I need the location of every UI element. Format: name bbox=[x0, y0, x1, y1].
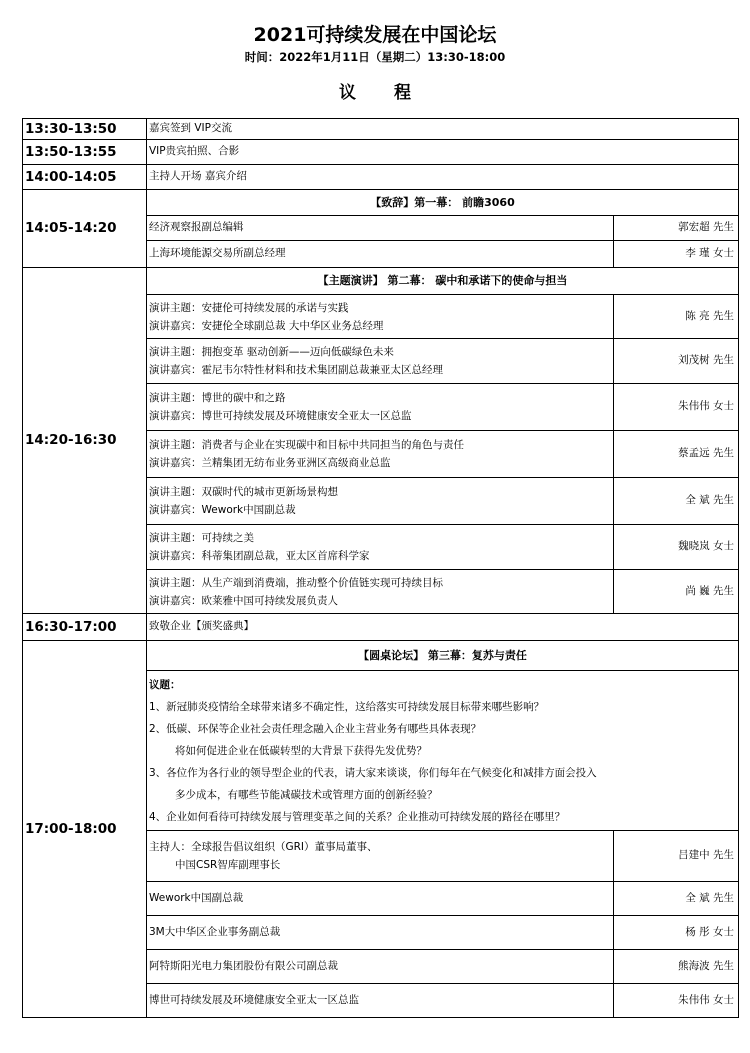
host-line: 中国CSR智库副理事长 bbox=[175, 859, 281, 871]
panelist-cell: 博世可持续发展及环境健康安全亚太一区总监 bbox=[147, 984, 614, 1018]
talk-cell bbox=[147, 478, 614, 525]
talk-topic: 演讲主题：双碳时代的城市更新场景构想 bbox=[149, 486, 338, 498]
talk-topic: 演讲主题：消费者与企业在实现碳中和目标中共同担当的角色与责任 bbox=[149, 439, 464, 451]
time-cell: 14:05-14:20 bbox=[23, 190, 147, 268]
talk-topic: 演讲主题：从生产端到消费端，推动整个价值链实现可持续目标 bbox=[149, 576, 443, 589]
panelist-cell: 3M大中华区企业事务副总裁 bbox=[147, 916, 614, 950]
talk-guest: 演讲嘉宾：博世可持续发展及环境健康安全亚太一区总监 bbox=[149, 410, 412, 422]
question-item: 3、各位作为各行业的领导型企业的代表，请大家来谈谈，你们每年在气候变化和减排方面会投入 bbox=[149, 766, 597, 779]
time-cell: 16:30-17:00 bbox=[23, 614, 147, 641]
session-cell: 致敬企业【颁奖盛典】 bbox=[147, 614, 739, 641]
page-title: 2021可持续发展在中国论坛 bbox=[253, 24, 497, 46]
session-cell: 主持人开场 嘉宾介绍 bbox=[147, 165, 739, 190]
question-item: 多少成本，有哪些节能减碳技术或管理方面的创新经验？ bbox=[175, 788, 438, 801]
talk-guest: 演讲嘉宾：安捷伦全球副总裁 大中华区业务总经理 bbox=[149, 319, 384, 332]
question-item: 4、企业如何看待可持续发展与管理变革之间的关系？企业推动可持续发展的路径在哪里？ bbox=[149, 810, 566, 823]
table-row bbox=[23, 190, 739, 216]
session-cell: 嘉宾签到 VIP交流 bbox=[147, 119, 739, 140]
question-item: 1、新冠肺炎疫情给全球带来诸多不确定性，这给落实可持续发展目标带来哪些影响？ bbox=[149, 700, 545, 713]
table-row bbox=[23, 614, 739, 641]
speaker-cell: 全 斌 先生 bbox=[614, 882, 739, 916]
speaker-cell: 李 瑾 女士 bbox=[614, 241, 739, 268]
talk-guest: 演讲嘉宾：兰精集团无纺布业务亚洲区高级商业总监 bbox=[149, 457, 391, 469]
speaker-cell: 吕建中 先生 bbox=[614, 831, 739, 882]
talk-cell bbox=[147, 525, 614, 570]
talk-cell bbox=[147, 570, 614, 614]
session-cell: VIP贵宾拍照、合影 bbox=[147, 140, 739, 165]
talk-topic: 演讲主题：可持续之美 bbox=[149, 532, 254, 544]
talk-cell bbox=[147, 384, 614, 431]
host-line: 主持人：全球报告倡议组织（GRI）董事局董事、 bbox=[149, 841, 378, 853]
table-row bbox=[23, 140, 739, 165]
time-cell: 13:30-13:50 bbox=[23, 119, 147, 140]
talk-cell bbox=[147, 431, 614, 478]
speaker-cell: 朱伟伟 女士 bbox=[614, 384, 739, 431]
time-cell: 17:00-18:00 bbox=[23, 641, 147, 1018]
speaker-cell: 全 斌 先生 bbox=[614, 478, 739, 525]
topics-cell bbox=[147, 671, 739, 831]
role-cell: 上海环境能源交易所副总经理 bbox=[147, 241, 614, 268]
panelist-cell: Wework中国副总裁 bbox=[147, 882, 614, 916]
talk-guest: 演讲嘉宾：Wework中国副总裁 bbox=[149, 504, 296, 516]
event-time: 时间：2022年1月11日（星期二）13:30-18:00 bbox=[244, 50, 506, 64]
speaker-cell: 蔡孟远 先生 bbox=[614, 431, 739, 478]
section-heading: 【主题演讲】 第二幕： 碳中和承诺下的使命与担当 bbox=[147, 268, 739, 295]
agenda-heading: 议 程 bbox=[339, 83, 427, 103]
time-cell: 14:20-16:30 bbox=[23, 268, 147, 614]
section-heading: 【圆桌论坛】 第三幕：复苏与责任 bbox=[147, 641, 739, 671]
question-item: 2、低碳、环保等企业社会责任理念融入企业主营业务有哪些具体表现？ bbox=[149, 722, 482, 735]
talk-topic: 演讲主题：博世的碳中和之路 bbox=[149, 392, 286, 404]
speaker-cell: 魏晓岚 女士 bbox=[614, 525, 739, 570]
talk-cell bbox=[147, 295, 614, 339]
talk-topic: 演讲主题：拥抱变革 驱动创新——迈向低碳绿色未来 bbox=[149, 346, 394, 358]
speaker-cell: 杨 彤 女士 bbox=[614, 916, 739, 950]
table-row bbox=[23, 119, 739, 140]
speaker-cell: 朱伟伟 女士 bbox=[614, 984, 739, 1018]
talk-guest: 演讲嘉宾：科蒂集团副总裁，亚太区首席科学家 bbox=[149, 550, 370, 562]
section-heading: 【致辞】第一幕： 前瞻3060 bbox=[147, 190, 739, 216]
panelist-cell: 阿特斯阳光电力集团股份有限公司副总裁 bbox=[147, 950, 614, 984]
agenda-table bbox=[22, 118, 739, 1018]
table-row bbox=[23, 268, 739, 295]
role-cell: 经济观察报副总编辑 bbox=[147, 216, 614, 241]
speaker-cell: 刘茂树 先生 bbox=[614, 339, 739, 384]
time-cell: 13:50-13:55 bbox=[23, 140, 147, 165]
speaker-cell: 郭宏超 先生 bbox=[614, 216, 739, 241]
topics-label: 议题： bbox=[149, 678, 181, 691]
host-cell bbox=[147, 831, 614, 882]
talk-guest: 演讲嘉宾：霍尼韦尔特性材料和技术集团副总裁兼亚太区总经理 bbox=[149, 364, 443, 376]
talk-cell bbox=[147, 339, 614, 384]
talk-guest: 演讲嘉宾：欧莱雅中国可持续发展负责人 bbox=[149, 594, 338, 607]
question-item: 将如何促进企业在低碳转型的大背景下获得先发优势？ bbox=[175, 744, 427, 757]
time-cell: 14:00-14:05 bbox=[23, 165, 147, 190]
speaker-cell: 陈 亮 先生 bbox=[614, 295, 739, 339]
talk-topic: 演讲主题：安捷伦可持续发展的承诺与实践 bbox=[149, 301, 349, 314]
table-row bbox=[23, 641, 739, 671]
speaker-cell: 尚 巍 先生 bbox=[614, 570, 739, 614]
table-row bbox=[23, 165, 739, 190]
speaker-cell: 熊海波 先生 bbox=[614, 950, 739, 984]
